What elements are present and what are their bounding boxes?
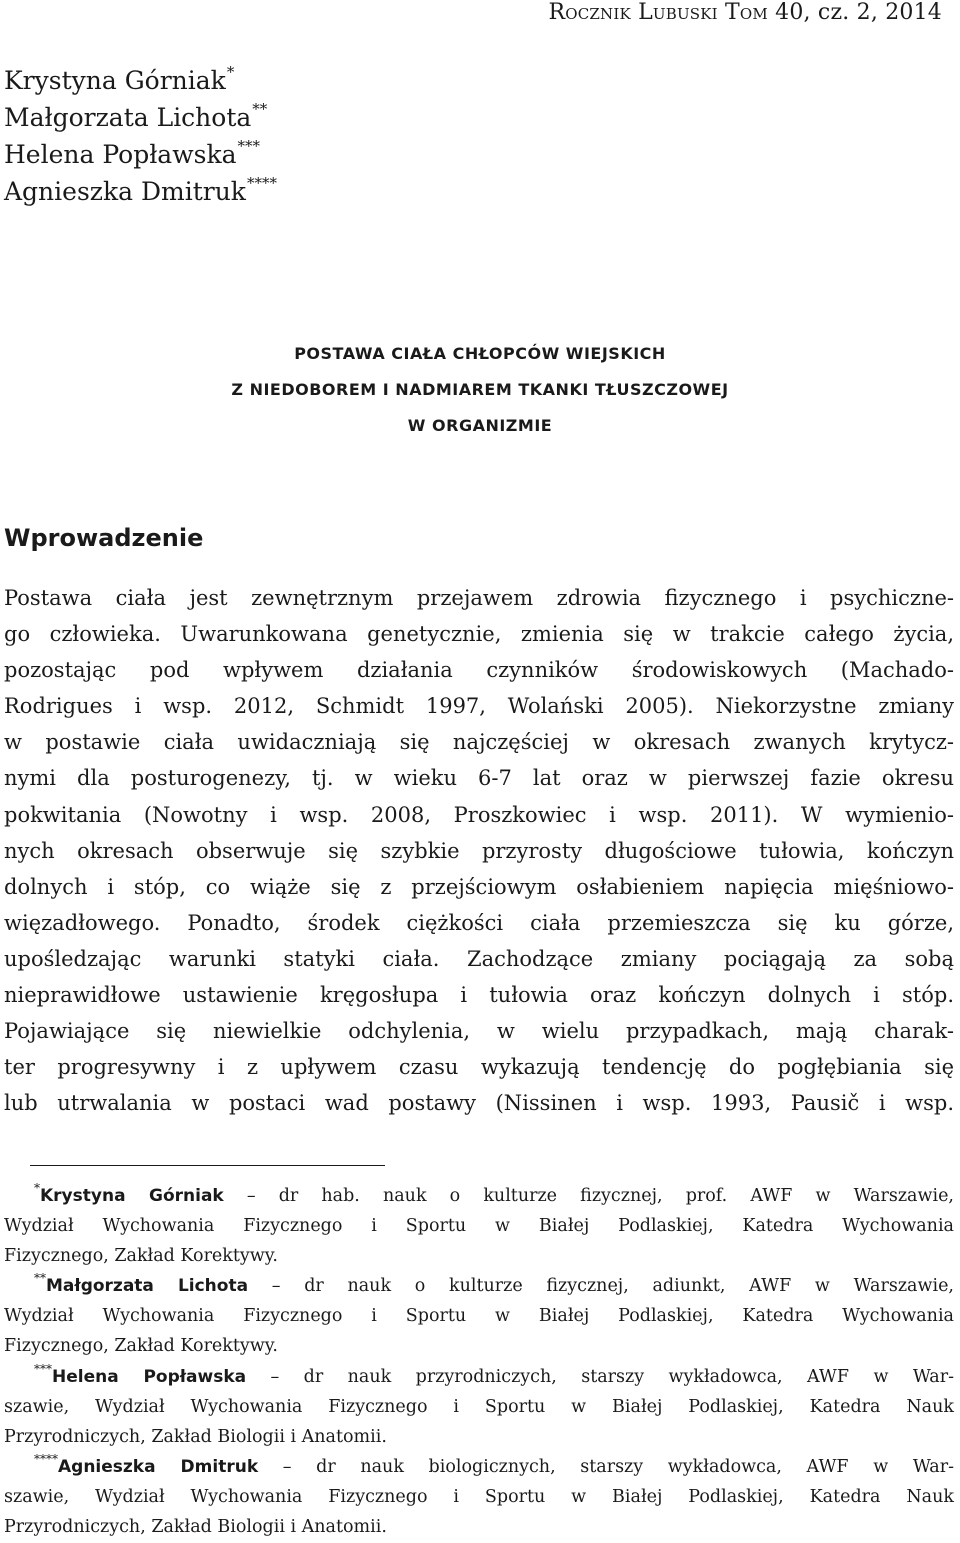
footnote-line: Fizycznego, Zakład Korektywy.	[4, 1246, 278, 1267]
body-line: upośledzając warunki statyki ciała. Zachodzące zmiany pociągają za sobą	[4, 946, 954, 971]
footnote-text: – dr nauk przyrodniczych, starszy wykładowca, AWF w War-	[246, 1366, 955, 1387]
footnote-4	[4, 1452, 954, 1542]
journal-volume-label: Tom	[725, 0, 768, 25]
article-title	[0, 336, 960, 444]
author-name: Helena Popławska	[4, 140, 237, 169]
body-line: więzadłowego. Ponadto, środek ciężkości ciała przemieszcza się ku górze,	[4, 910, 954, 935]
journal-volume: 40, cz. 2, 2014	[775, 0, 942, 25]
section-heading: Wprowadzenie	[4, 524, 204, 552]
author-name: Agnieszka Dmitruk	[4, 177, 246, 206]
author-footnote-mark: ****	[246, 174, 277, 192]
author-footnote-mark: **	[252, 100, 268, 118]
body-line: nych okresach obserwuje się szybkie przyrosty długościowe tułowia, kończyn	[4, 838, 954, 863]
footnote-author-name: Helena Popławska	[52, 1366, 247, 1387]
footnote-3	[4, 1362, 954, 1452]
footnote-line	[4, 1181, 954, 1211]
body-line: nieprawidłowe ustawienie kręgosłupa i tułowia oraz kończyn dolnych i stóp.	[4, 983, 954, 1008]
author-3	[4, 136, 277, 173]
journal-name: Rocznik Lubuski	[548, 0, 718, 25]
footnote-line	[4, 1271, 954, 1301]
footnote-author-name: Agnieszka Dmitruk	[58, 1456, 259, 1477]
footnote-line	[4, 1452, 954, 1482]
footnote-divider	[30, 1165, 385, 1166]
footnote-line	[4, 1362, 954, 1392]
author-name: Małgorzata Lichota	[4, 103, 252, 132]
body-line: Rodrigues i wsp. 2012, Schmidt 1997, Wolański 2005). Niekorzystne zmiany	[4, 694, 954, 719]
author-2	[4, 99, 277, 136]
footnote-line: Wydział Wychowania Fizycznego i Sportu w Białej Podlaskiej, Katedra Wychowania	[4, 1306, 954, 1327]
body-line: pozostając pod wpływem działania czynników środowiskowych (Machado-	[4, 658, 954, 683]
footnote-mark: **	[34, 1271, 46, 1286]
body-line: lub utrwalania w postaci wad postawy (Nissinen i wsp. 1993, Pausič i wsp.	[4, 1091, 954, 1116]
title-line: Z NIEDOBOREM I NADMIAREM TKANKI TŁUSZCZOWEJ	[231, 380, 729, 399]
footnote-line: Wydział Wychowania Fizycznego i Sportu w Białej Podlaskiej, Katedra Wychowania	[4, 1216, 954, 1237]
body-line: Pojawiające się niewielkie odchylenia, w wielu przypadkach, mają charak-	[4, 1019, 954, 1044]
footnote-line: Przyrodniczych, Zakład Biologii i Anatomii.	[4, 1517, 387, 1538]
footnote-mark: *	[34, 1181, 40, 1195]
body-line: go człowieka. Uwarunkowana genetycznie, zmienia się w trakcie całego życia,	[4, 622, 954, 647]
footnote-line: szawie, Wydział Wychowania Fizycznego i Sportu w Białej Podlaskiej, Katedra Nauk	[4, 1486, 954, 1507]
footnotes	[4, 1181, 954, 1542]
footnote-mark: ***	[34, 1361, 52, 1376]
footnote-1	[4, 1181, 954, 1271]
footnote-text: – dr hab. nauk o kulturze fizycznej, prof. AWF w Warszawie,	[223, 1186, 954, 1206]
body-line: w postawie ciała uwidaczniają się najczęściej w okresach zwanych krytycz-	[4, 730, 954, 755]
body-line: Postawa ciała jest zewnętrznym przejawem zdrowia fizycznego i psychiczne-	[4, 586, 954, 610]
title-line: POSTAWA CIAŁA CHŁOPCÓW WIEJSKICH	[294, 344, 666, 363]
footnote-author-name: Krystyna Górniak	[40, 1186, 224, 1206]
body-paragraph	[4, 580, 954, 1121]
body-line: dolnych i stóp, co wiąże się z przejściowym osłabieniem napięcia mięśniowo-	[4, 874, 954, 899]
author-footnote-mark: *	[226, 63, 235, 81]
body-line: pokwitania (Nowotny i wsp. 2008, Proszkowiec i wsp. 2011). W wymienio-	[4, 802, 954, 827]
footnote-author-name: Małgorzata Lichota	[46, 1276, 249, 1297]
footnote-text: – dr nauk o kulturze fizycznej, adiunkt, AWF w Warszawie,	[248, 1276, 954, 1297]
footnote-line: szawie, Wydział Wychowania Fizycznego i Sportu w Białej Podlaskiej, Katedra Nauk	[4, 1396, 954, 1417]
author-list	[4, 62, 277, 210]
body-line: ter progresywny i z upływem czasu wykazują tendencję do pogłębiania się	[4, 1055, 954, 1080]
footnote-line: Fizycznego, Zakład Korektywy.	[4, 1336, 278, 1357]
journal-header	[548, 0, 942, 25]
author-name: Krystyna Górniak	[4, 66, 226, 95]
footnote-2	[4, 1271, 954, 1361]
author-4	[4, 173, 277, 210]
footnote-mark: ****	[34, 1451, 58, 1466]
footnote-line: Przyrodniczych, Zakład Biologii i Anatomii.	[4, 1426, 387, 1447]
footnote-text: – dr nauk biologicznych, starszy wykładowca, AWF w War-	[258, 1456, 954, 1477]
author-1	[4, 62, 277, 99]
title-line: W ORGANIZMIE	[407, 416, 553, 435]
body-line: nymi dla posturogenezy, tj. w wieku 6-7 lat oraz w pierwszej fazie okresu	[4, 766, 954, 791]
author-footnote-mark: ***	[237, 137, 260, 155]
